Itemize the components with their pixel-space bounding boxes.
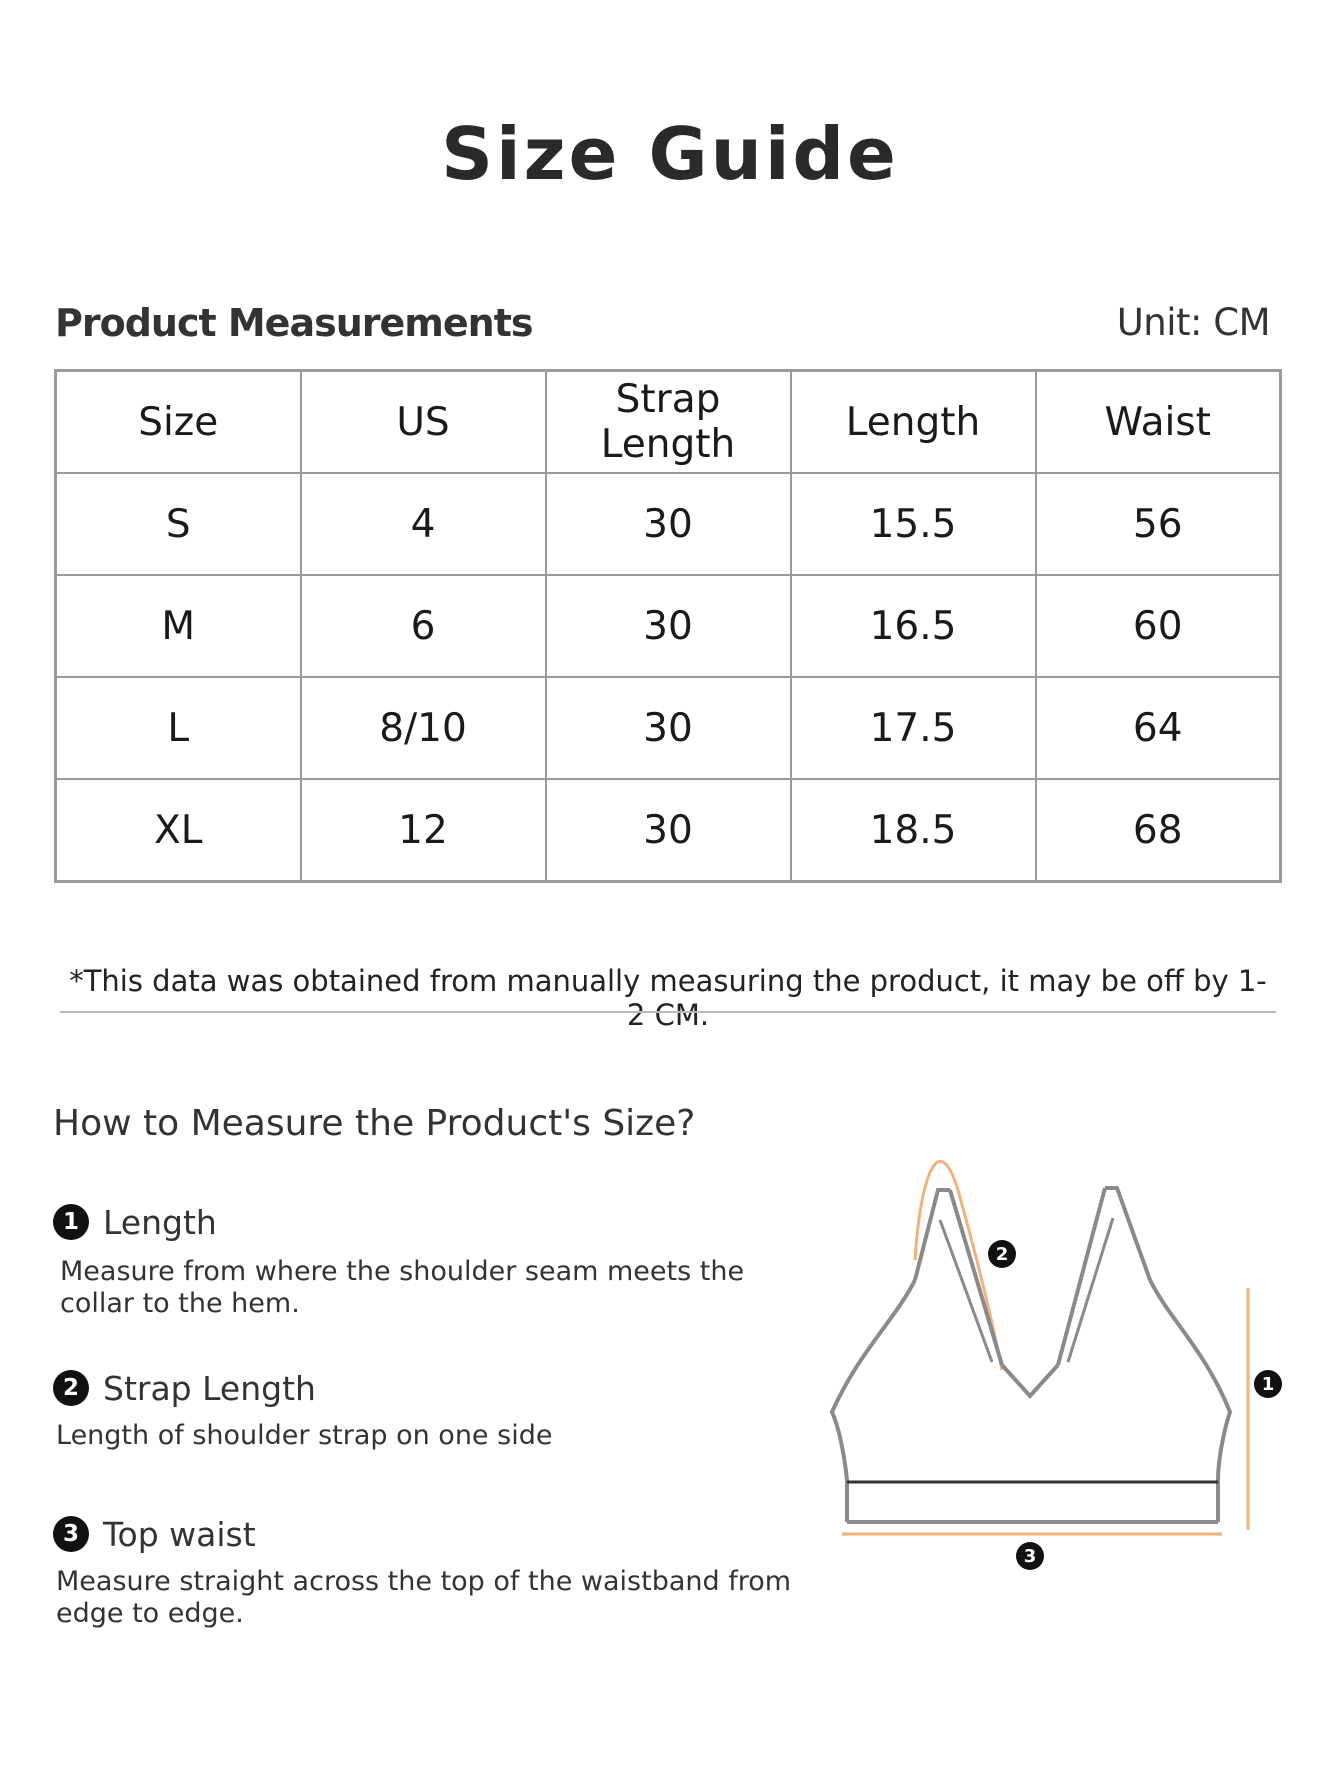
unit-label: Unit: CM (1116, 301, 1270, 344)
marker-three-icon: 3 (1016, 1542, 1044, 1570)
step-length-heading (53, 1204, 217, 1240)
size-table (54, 369, 1282, 883)
table-cell: M (56, 575, 301, 677)
bra-outline-icon (820, 1130, 1290, 1560)
table-cell: 30 (546, 575, 791, 677)
table-cell: 18.5 (791, 779, 1036, 882)
table-cell: 8/10 (301, 677, 546, 779)
table-header-row (56, 371, 1281, 474)
page-title: Size Guide (441, 112, 899, 196)
table-cell: 16.5 (791, 575, 1036, 677)
table-cell: S (56, 473, 301, 575)
header-strap-length: Strap Length (546, 371, 791, 474)
section-title: Product Measurements (55, 301, 533, 345)
number-one-icon: 1 (53, 1204, 89, 1240)
step-strap-heading (53, 1370, 316, 1406)
table-row (56, 779, 1281, 882)
divider (60, 1011, 1276, 1013)
marker-two-icon: 2 (988, 1240, 1016, 1268)
table-row (56, 473, 1281, 575)
table-cell: 68 (1036, 779, 1281, 882)
header-length: Length (791, 371, 1036, 474)
table-cell: 12 (301, 779, 546, 882)
header-size: Size (56, 371, 301, 474)
howto-title: How to Measure the Product's Size? (53, 1103, 696, 1144)
step-label: Top waist (103, 1514, 256, 1554)
table-cell: 4 (301, 473, 546, 575)
table-cell: 30 (546, 779, 791, 882)
table-row (56, 677, 1281, 779)
table-cell: XL (56, 779, 301, 882)
table-cell: 56 (1036, 473, 1281, 575)
table-cell: 30 (546, 473, 791, 575)
table-row (56, 575, 1281, 677)
table-cell: 15.5 (791, 473, 1036, 575)
table-cell: 64 (1036, 677, 1281, 779)
step-description: Measure straight across the top of the waistband from edge to edge. (56, 1566, 792, 1629)
step-waist-heading (53, 1516, 256, 1552)
marker-one-icon: 1 (1254, 1370, 1282, 1398)
table-cell: L (56, 677, 301, 779)
step-description: Measure from where the shoulder seam meets the collar to the hem. (60, 1256, 745, 1319)
bra-measurement-diagram (820, 1130, 1290, 1567)
header-waist: Waist (1036, 371, 1281, 474)
table-cell: 17.5 (791, 677, 1036, 779)
measurement-note: *This data was obtained from manually measuring the product, it may be off by 1-2 CM. (69, 964, 1267, 1032)
table-cell: 6 (301, 575, 546, 677)
step-label: Length (103, 1202, 217, 1242)
step-label: Strap Length (103, 1368, 316, 1408)
step-description: Length of shoulder strap on one side (56, 1420, 553, 1451)
number-two-icon: 2 (53, 1370, 89, 1406)
header-us: US (301, 371, 546, 474)
table-cell: 30 (546, 677, 791, 779)
number-three-icon: 3 (53, 1516, 89, 1552)
table-cell: 60 (1036, 575, 1281, 677)
